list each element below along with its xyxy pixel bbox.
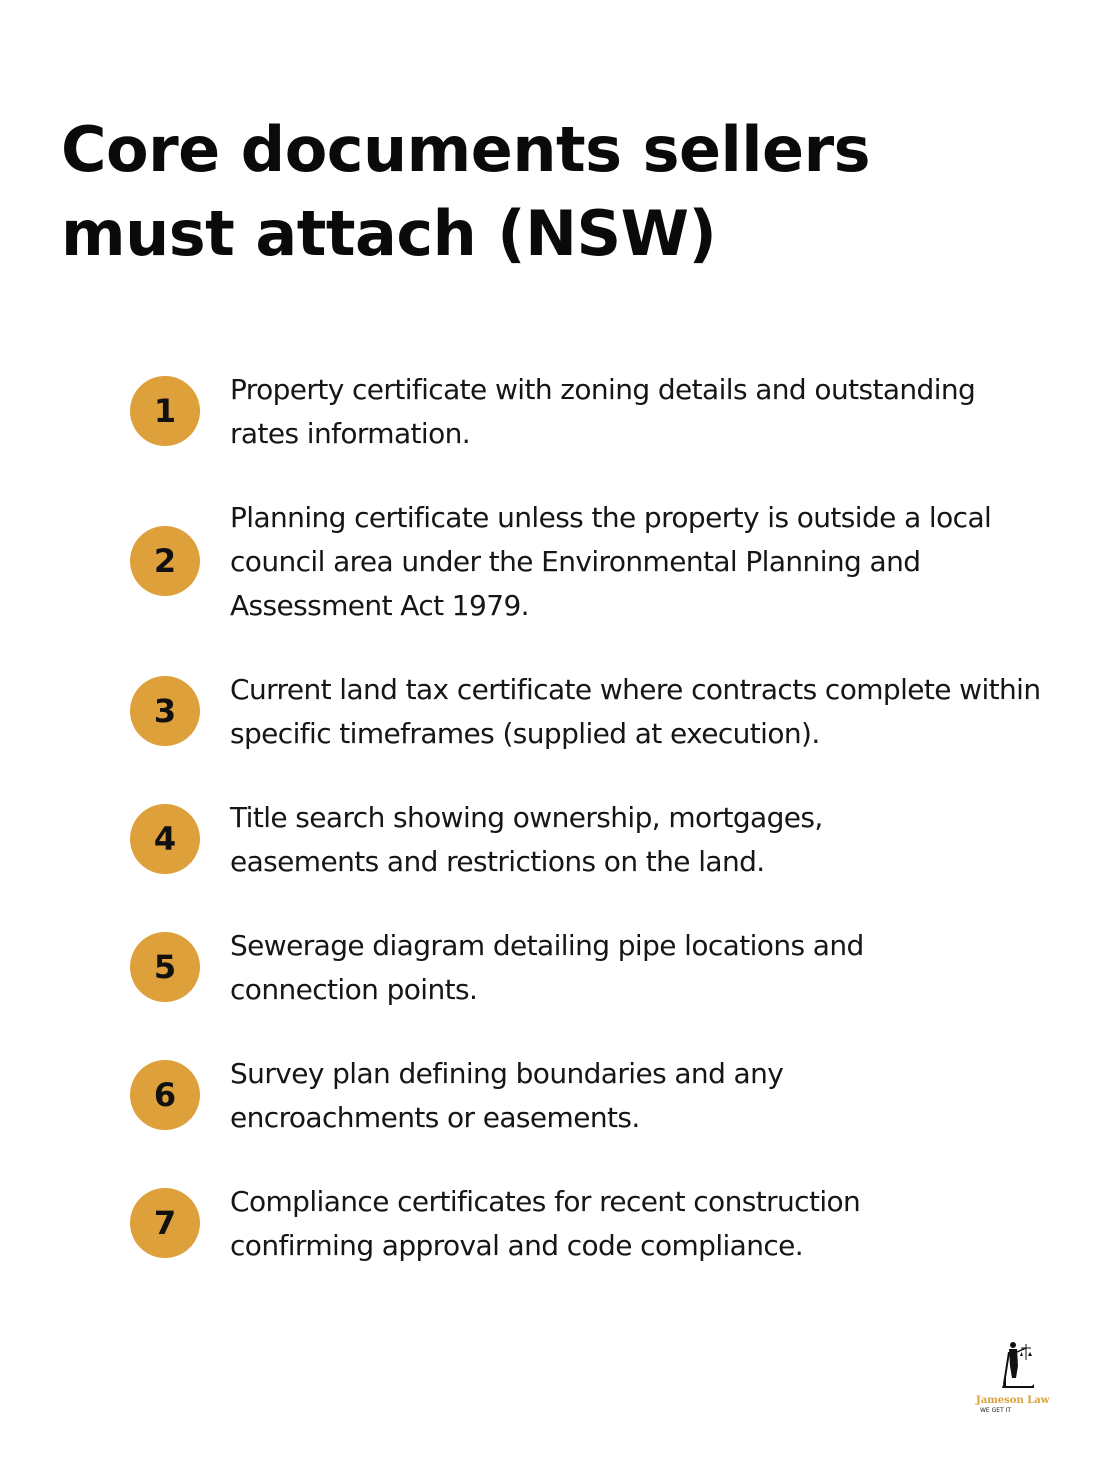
number-badge: 7: [130, 1188, 200, 1258]
number-badge: 5: [130, 932, 200, 1002]
number-badge: 1: [130, 376, 200, 446]
item-text: Compliance certificates for recent construction confirming approval and code compliance.: [230, 1185, 861, 1262]
item-text: Planning certificate unless the property is outside a local council area under the Environmental Planning and Assessment Act 1979.: [230, 501, 992, 622]
item-text: Title search showing ownership, mortgages, easements and restrictions on the land.: [230, 801, 823, 878]
item-text: Property certificate with zoning details and outstanding rates information.: [230, 373, 976, 450]
page-title: Core documents sellers must attach (NSW): [61, 113, 871, 270]
number-badge: 2: [130, 526, 200, 596]
brand-logo: [976, 1338, 1058, 1418]
item-text: Survey plan defining boundaries and any encroachments or easements.: [230, 1057, 784, 1134]
number-badge: 4: [130, 804, 200, 874]
logo-name: Jameson Law: [976, 1395, 1050, 1406]
logo-tagline: WE GET IT: [980, 1407, 1012, 1414]
lady-justice-icon: [976, 1338, 1058, 1394]
number-badge: 3: [130, 676, 200, 746]
item-text: Current land tax certificate where contracts complete within specific timeframes (supplied at execution).: [230, 673, 1041, 750]
item-text: Sewerage diagram detailing pipe locations and connection points.: [230, 929, 864, 1006]
number-badge: 6: [130, 1060, 200, 1130]
